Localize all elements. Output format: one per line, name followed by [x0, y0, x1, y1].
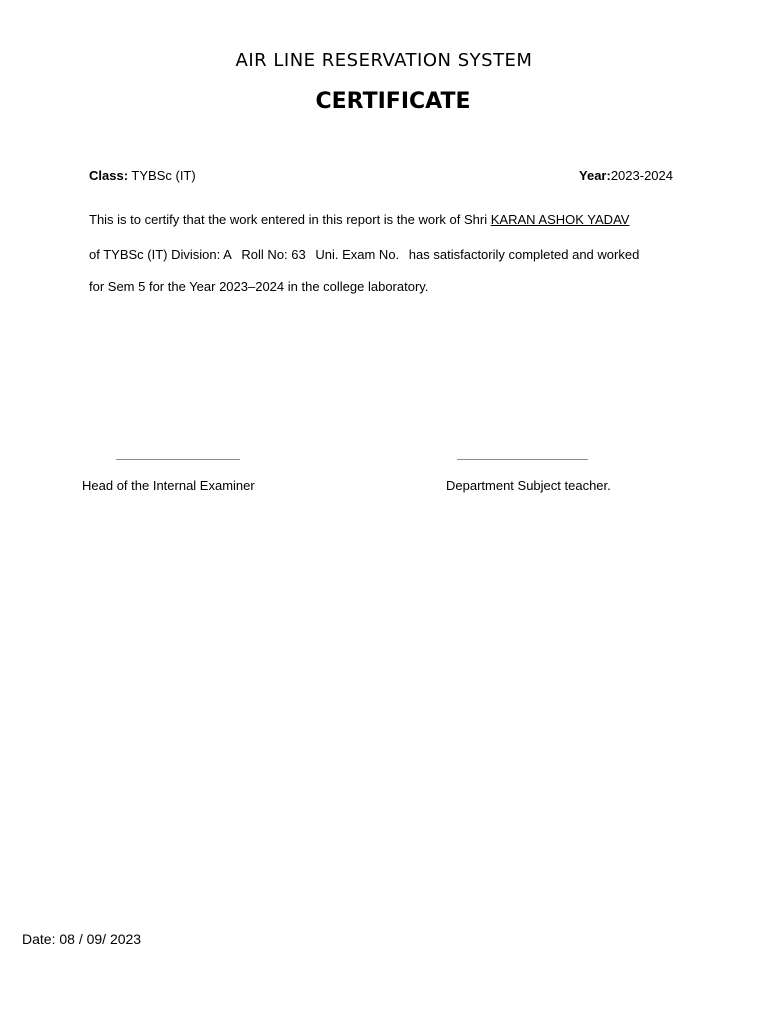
certify-line-2 — [89, 247, 639, 262]
signature-line-right — [457, 459, 588, 460]
year-label: Year: — [579, 168, 611, 183]
certificate-title: CERTIFICATE — [315, 89, 471, 114]
project-title: AIR LINE RESERVATION SYSTEM — [235, 50, 533, 71]
completion-text: has satisfactorily completed and worked — [408, 247, 640, 262]
certify-line-3: for Sem 5 for the Year 2023–2024 in the college laboratory. — [89, 279, 429, 294]
student-name: KARAN ASHOK YADAV — [490, 212, 630, 227]
certify-prefix: This is to certify that the work entered in this report is the work of Shri — [89, 212, 488, 227]
year-value: 2023-2024 — [610, 168, 673, 183]
signature-line-left — [116, 459, 240, 460]
certify-line-1 — [89, 212, 629, 227]
year-info — [579, 168, 673, 183]
signature-label-internal-examiner: Head of the Internal Examiner — [82, 478, 255, 493]
exam-number-label: Uni. Exam No. — [315, 247, 400, 262]
roll-number: Roll No: 63 — [241, 247, 306, 262]
class-value: TYBSc (IT) — [131, 168, 196, 183]
student-class-division: of TYBSc (IT) Division: A — [89, 247, 232, 262]
class-label: Class: — [89, 168, 129, 183]
certificate-date: Date: 08 / 09/ 2023 — [22, 931, 142, 947]
class-info — [89, 168, 196, 183]
signature-label-subject-teacher: Department Subject teacher. — [446, 478, 611, 493]
